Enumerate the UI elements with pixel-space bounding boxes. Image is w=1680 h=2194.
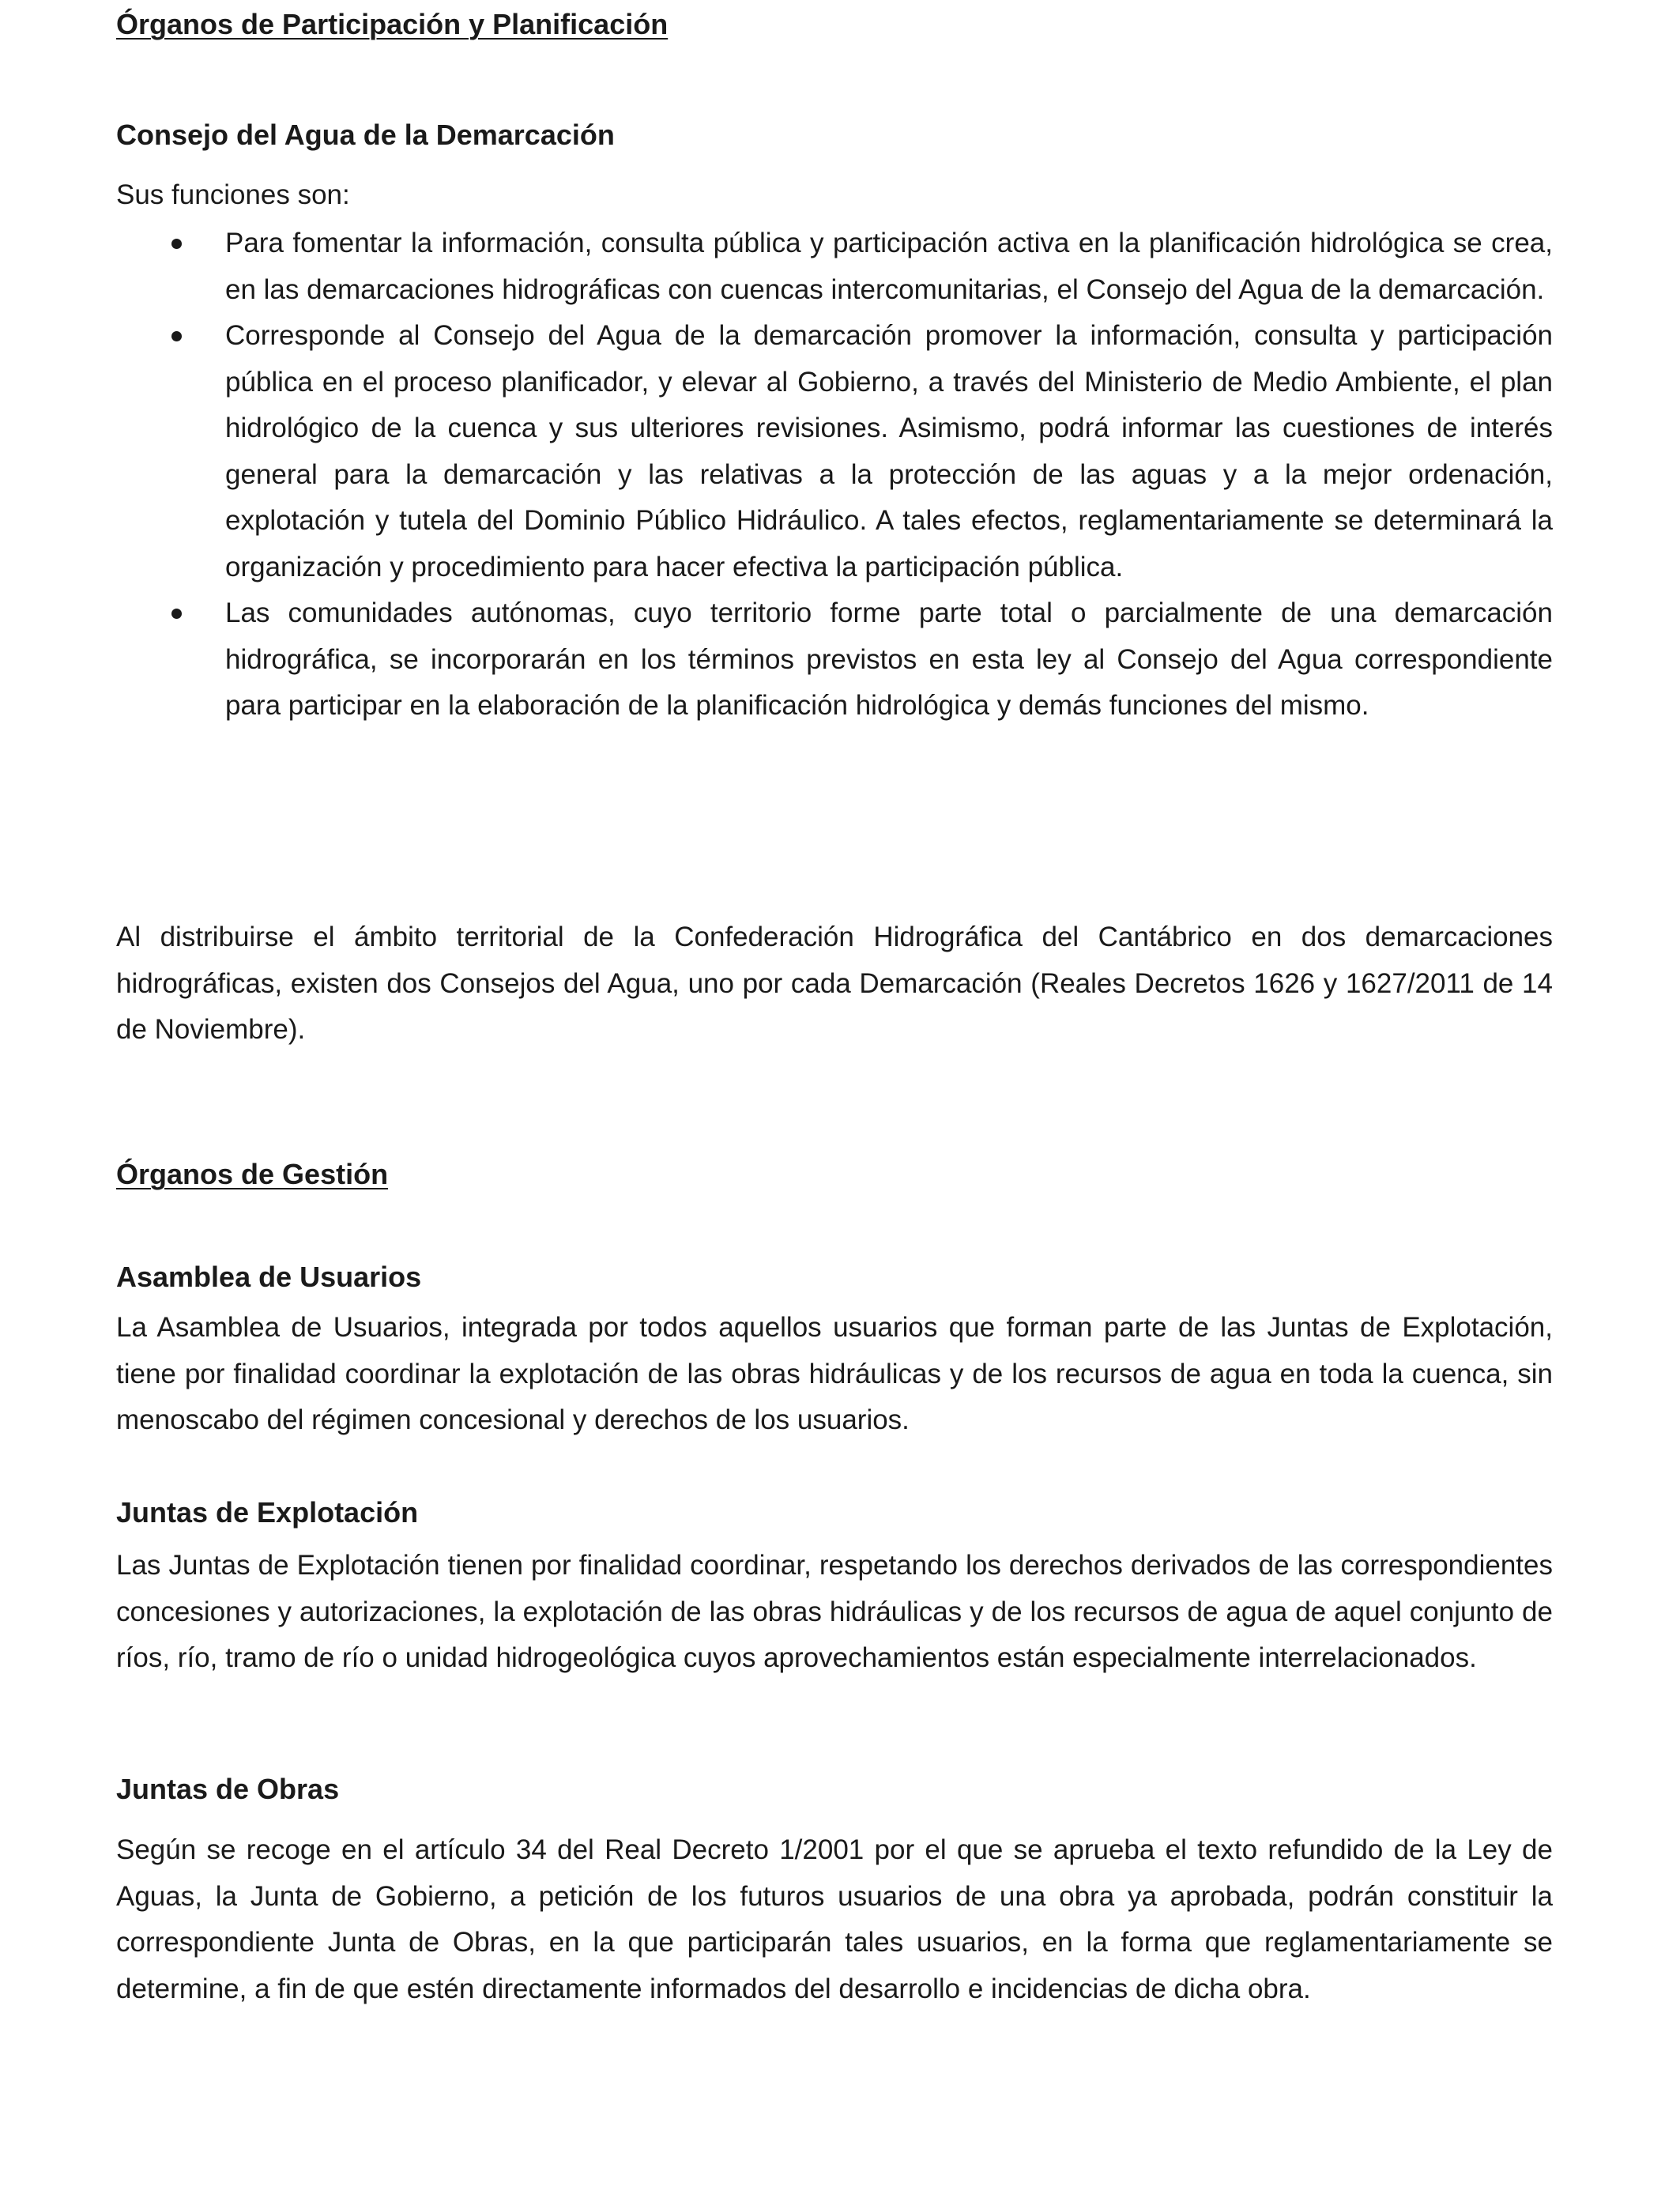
heading-juntas-explotacion: Juntas de Explotación (116, 1496, 419, 1529)
bullet-icon (171, 609, 182, 619)
list-item (116, 590, 1553, 729)
list-item-text: Corresponde al Consejo del Agua de la demarcación promover la información, consulta y participación pública en el proceso planificador, y elevar al Gobierno, a través del Ministerio de Medio Ambiente, el plan hidrológico de la cuenca y sus ulteriores revisiones. Asimismo, podrá informar las cuestiones de interés general para la demarcación y las relativas a la protección de las aguas y a la mejor ordenación, explotación y tutela del Dominio Público Hidráulico. A tales efectos, reglamentariamente se determinará la organización y procedimiento para hacer efectiva la participación pública. (225, 320, 1553, 582)
asamblea-paragraph: La Asamblea de Usuarios, integrada por todos aquellos usuarios que forman parte de las Juntas de Explotación, tiene por finalidad coordinar la explotación de las obras hidráulicas y de los recursos de agua en toda la cuenca, sin menoscabo del régimen concesional y derechos de los usuarios. (116, 1312, 1553, 1435)
list-item-text: Las comunidades autónomas, cuyo territorio forme parte total o parcialmente de una demarcación hidrográfica, se incorporarán en los términos previstos en esta ley al Consejo del Agua correspondiente para participar en la elaboración de la planificación hidrológica y demás funciones del mismo. (225, 598, 1553, 721)
bullet-icon (171, 331, 182, 341)
section-title-participacion: Órganos de Participación y Planificación (116, 8, 669, 40)
consejo-closing-paragraph: Al distribuirse el ámbito territorial de la Confederación Hidrográfica del Cantábrico en dos demarcaciones hidrográficas, existen dos Consejos del Agua, uno por cada Demarcación (Reales Decretos 1626 y 1627/2011 de 14 de Noviembre). (116, 922, 1553, 1045)
consejo-functions-list (116, 221, 1553, 729)
section-title-gestion: Órganos de Gestión (116, 1158, 389, 1190)
bullet-icon (171, 239, 182, 249)
heading-consejo-agua: Consejo del Agua de la Demarcación (116, 119, 615, 151)
explotacion-paragraph: Las Juntas de Explotación tienen por finalidad coordinar, respetando los derechos derivados de las correspondientes concesiones y autorizaciones, la explotación de las obras hidráulicas y de los recursos de agua de aquel conjunto de ríos, río, tramo de río o unidad hidrogeológica cuyos aprovechamientos están especialmente interrelacionados. (116, 1550, 1553, 1673)
list-item-text: Para fomentar la información, consulta pública y participación activa en la planificación hidrológica se crea, en las demarcaciones hidrográficas con cuencas intercomunitarias, el Consejo del Agua de la demarcación. (225, 228, 1553, 305)
heading-juntas-obras: Juntas de Obras (116, 1773, 340, 1805)
list-item (116, 313, 1553, 590)
list-item (116, 221, 1553, 313)
obras-paragraph: Según se recoge en el artículo 34 del Real Decreto 1/2001 por el que se aprueba el texto refundido de la Ley de Aguas, la Junta de Gobierno, a petición de los futuros usuarios de una obra ya aprobada, podrán constituir la correspondiente Junta de Obras, en la que participarán tales usuarios, en la forma que reglamentariamente se determine, a fin de que estén directamente informados del desarrollo e incidencias de dicha obra. (116, 1834, 1553, 2004)
heading-asamblea-usuarios: Asamblea de Usuarios (116, 1261, 422, 1293)
consejo-intro: Sus funciones son: (116, 179, 350, 210)
